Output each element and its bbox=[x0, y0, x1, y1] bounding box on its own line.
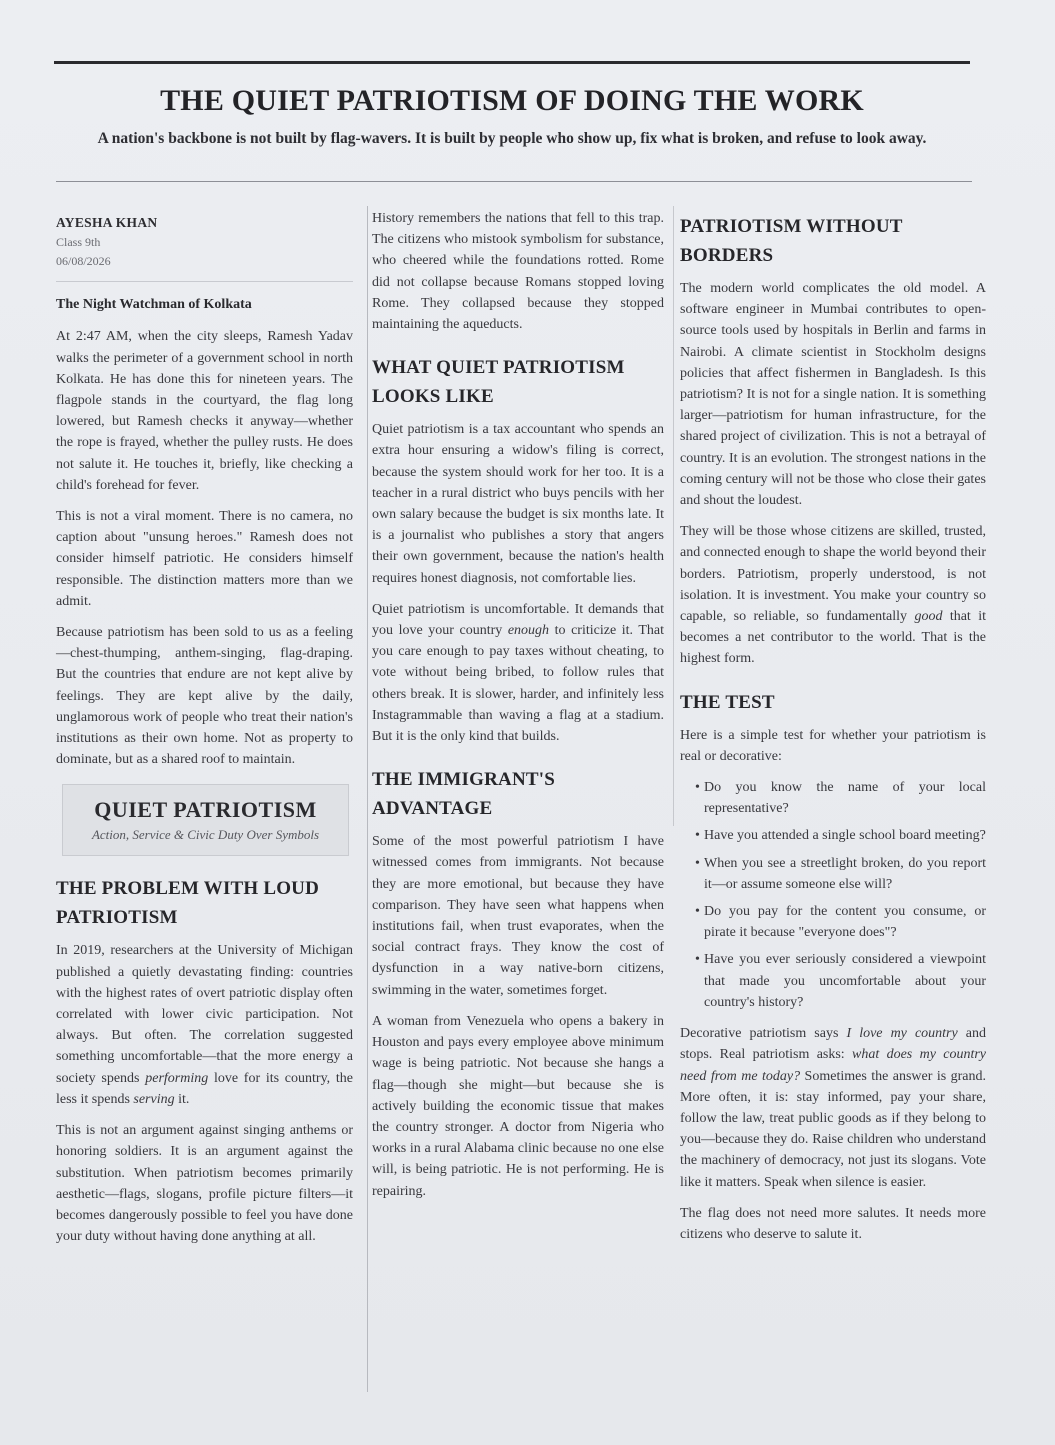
section-heading: PATRIOTISM WITHOUT BORDERS bbox=[680, 216, 903, 266]
list-item: • Do you pay for the content you consume, or pirate it because "everyone does"? bbox=[704, 901, 986, 943]
pull-box-subtitle: Action, Service & Civic Duty Over Symbols bbox=[91, 827, 320, 843]
column-1 bbox=[56, 210, 353, 1257]
list-item: • Have you attended a single school board meeting? bbox=[704, 825, 986, 846]
pull-box-title: QUIET PATRIOTISM bbox=[94, 797, 317, 823]
paragraph: Quiet patriotism is a tax accountant who spends an extra hour ensuring a widow's filing is correct, because the system should work for her too. It is a teacher in a rural district who buys pencils with her own salary because the budget is six months late. It is a journalist who publishes a story that angers their own government, because the nation's health requires honest diagnosis, not comfortable lies. bbox=[372, 422, 664, 586]
paragraph: A woman from Venezuela who opens a bakery in Houston and pays every employee above minimum wage is being patriotic. Not because she hangs a flag—though she might—but because she is actively building the economic tissue that makes the country stronger. A doctor from Nigeria who works in a rural Alabama clinic because no one else will, is being patriotic. He is not performing. He is repairing. bbox=[372, 1013, 664, 1199]
paragraph: Quiet patriotism is uncomfortable. It demands that you love your country enough to criticize it. That you care enough to pay taxes without cheating, to vote without being bribed, to follow rules that others break. It is slower, harder, and infinitely less Instagrammable than waving a flag at a stadium. But it is the only kind that builds. bbox=[372, 601, 664, 745]
subheadline: A nation's backbone is not built by flag-wavers. It is built by people who show up, fix what is broken, and refuse to look away. bbox=[97, 130, 927, 147]
paragraph: Some of the most powerful patriotism I have witnessed comes from immigrants. Not because they are more emotional, but because they have comparison. They have seen what happens when institutions fail, when trust evaporates, when the social contract frays. They know the cost of dysfunction in a way native-born citizens, swimming in the water, sometimes forget. bbox=[372, 834, 664, 998]
paragraph: Because patriotism has been sold to us as a feeling—chest-thumping, anthem-singing, flag-draping. But the countries that endure are not kept alive by feelings. They are kept alive by the daily, unglamorous work of people who treat their nation's institutions as their own home. Not as property to dominate, but as a shared roof to maintain. bbox=[56, 625, 353, 768]
author-name: AYESHA KHAN bbox=[56, 215, 158, 230]
list-item: • Have you ever seriously considered a viewpoint that made you uncomfortable about your country's history? bbox=[704, 949, 986, 1013]
column-2 bbox=[372, 208, 664, 1212]
test-list bbox=[680, 777, 986, 1013]
paragraph: The modern world complicates the old model. A software engineer in Mumbai contributes to open-source tools used by hospitals in Berlin and farms in Nairobi. A climate scientist in Stockholm designs policies that affect fishermen in Bangladesh. Is this patriotism? It is not for a single nation. It is something larger—patriotism for human infrastructure, for the shared project of civilization. This is not a betrayal of country. It is an evolution. The strongest nations in the coming century will not be those who close their gates and shout the loudest. bbox=[680, 281, 986, 509]
byline-divider bbox=[56, 281, 353, 282]
header-divider bbox=[56, 181, 972, 182]
column-divider-left bbox=[367, 206, 368, 1392]
publish-date: 06/08/2026 bbox=[56, 254, 111, 269]
author-class: Class 9th bbox=[56, 235, 101, 250]
section-heading: THE TEST bbox=[680, 691, 775, 713]
top-rule bbox=[54, 61, 970, 64]
section-heading: THE IMMIGRANT'S ADVANTAGE bbox=[372, 769, 555, 820]
section-heading: WHAT QUIET PATRIOTISM LOOKS LIKE bbox=[372, 357, 625, 408]
paragraph: At 2:47 AM, when the city sleeps, Ramesh Yadav walks the perimeter of a government school in north Kolkata. He has done this for nineteen years. The flagpole stands in the courtyard, the flag long lowered, but Ramesh checks it anyway—whether the rope is frayed, whether the pulley rusts. He does not salute it. He touches it, briefly, like checking a child's forehead for fever. bbox=[56, 329, 353, 493]
headline: THE QUIET PATRIOTISM OF DOING THE WORK bbox=[160, 84, 864, 117]
paragraph: History remembers the nations that fell to this trap. The citizens who mistook symbolism for substance, who cheered while the foundations rotted. Rome did not collapse because Romans stopped loving Rome. They collapsed because they stopped maintaining the aqueducts. bbox=[372, 211, 664, 333]
paragraph: In 2019, researchers at the University of Michigan published a quietly devastating finding: countries with the highest rates of overt patriotic display often correlated with lower civic participation. Not always. But often. The correlation suggested something uncomfortable—that the more energy a society spends performing love for its country, the less it spends serving it. bbox=[56, 943, 353, 1107]
paragraph: Decorative patriotism says I love my country and stops. Real patriotism asks: what does my country need from me today? Sometimes the answer is grand. More often, it is: stay informed, pay your share, follow the law, treat public goods as if they belong to you—because they do. Raise children who understand the machinery of democracy, not just its slogans. Vote like it matters. Speak when silence is easier. bbox=[680, 1026, 986, 1190]
paragraph: This is not an argument against singing anthems or honoring soldiers. It is an argument against the substitution. When patriotism becomes primarily aesthetic—flags, slogans, profile picture filters—it becomes dangerously possible to feel you have done your duty without having done anything at all. bbox=[56, 1123, 353, 1245]
paragraph: The flag does not need more salutes. It needs more citizens who deserve to salute it. bbox=[680, 1205, 986, 1242]
section-heading: THE PROBLEM WITH LOUD PATRIOTISM bbox=[56, 878, 320, 929]
story-title: The Night Watchman of Kolkata bbox=[56, 297, 252, 313]
list-item: • Do you know the name of your local representative? bbox=[704, 777, 986, 819]
paragraph: They will be those whose citizens are skilled, trusted, and connected enough to shape the world beyond their borders. Patriotism, properly understood, is not isolation. It is investment. You make your country so capable, so reliable, so fundamentally good that it becomes a net contributor to the world. That is the highest form. bbox=[680, 524, 986, 667]
column-3 bbox=[680, 212, 986, 1255]
pull-box bbox=[62, 784, 349, 856]
paragraph: Here is a simple test for whether your patriotism is real or decorative: bbox=[680, 727, 986, 764]
paragraph: This is not a viral moment. There is no camera, no caption about "unsung heroes." Ramesh does not consider himself patriotic. He considers himself responsible. The distinction matters more than we admit. bbox=[56, 509, 353, 609]
list-item: • When you see a streetlight broken, do you report it—or assume someone else will? bbox=[704, 853, 986, 895]
column-divider-right bbox=[673, 206, 674, 826]
